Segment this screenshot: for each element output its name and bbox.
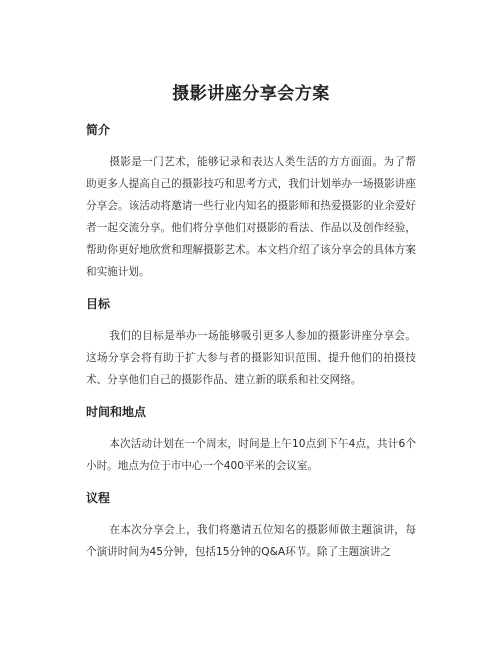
document-title: 摄影讲座分享会方案 (172, 84, 330, 104)
section-heading-agenda: 议程 (86, 491, 111, 505)
section-body-agenda: 在本次分享会上，我们将邀请五位知名的摄影师做主题演讲，每个演讲时间为45分钟，包括15分钟的Q&A环节。除了主题演讲之 (86, 524, 416, 558)
section-body-time-location: 本次活动计划在一个周末，时间是上午10点到下午4点，共计6个小时。地点为位于市中心一个400平米的会议室。 (86, 438, 416, 472)
section-agenda (86, 490, 416, 563)
section-time-location (86, 404, 416, 477)
section-heading-goals: 目标 (86, 297, 111, 311)
section-goals (86, 296, 416, 391)
section-body-goals: 我们的目标是举办一场能够吸引更多人参加的摄影讲座分享会。这场分享会将有助于扩大参与者的摄影知识范围、提升他们的拍摄技术、分享他们自己的摄影作品、建立新的联系和社交网络。 (86, 330, 416, 386)
section-introduction (86, 122, 416, 283)
section-body-introduction: 摄影是一门艺术，能够记录和表达人类生活的方方面面。为了帮助更多人提高自己的摄影技巧和思考方式，我们计划举办一场摄影讲座分享会。该活动将邀请一些行业内知名的摄影师和热爱摄影的业余爱好者一起交流分享。他们将分享他们对摄影的看法、作品以及创作经验，帮助你更好地欣赏和理解摄影艺术。本文档介绍了该分享会的具体方案和实施计划。 (86, 156, 416, 278)
section-heading-introduction: 简介 (86, 123, 111, 137)
section-heading-time-location: 时间和地点 (86, 405, 147, 419)
